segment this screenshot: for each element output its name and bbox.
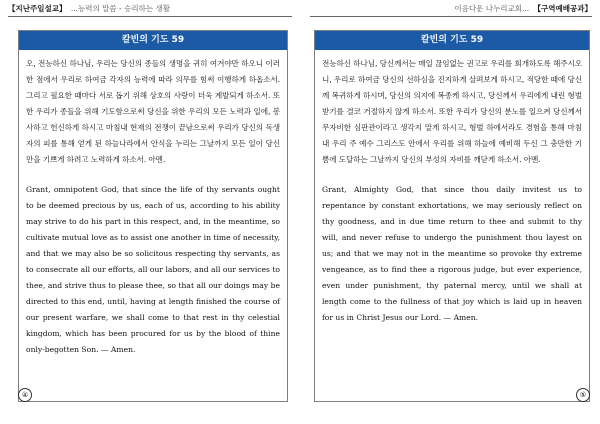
right-page-number: ⑤ [576,388,590,402]
right-header-tag: 【구역예배공과】 [533,4,592,13]
left-page-header [8,3,288,15]
right-page [300,0,600,424]
right-korean-prayer: 전능하신 하나님, 당신께서는 매일 끊임없는 권고로 우리를 회개하도록 해주시오니, 우리로 하여금 당신의 선하심을 진지하게 살펴보게 하시고, 적당한 때에 당신께 복귀하게 하시며, 당신의 의지에 복종케 하시고, 당신께서 우리에게 내린 형벌받기를 결코 거절하지 않게 하소서. 또한 우리가 당신의 분노를 일으켜 당신께서 무자비한 심판관이라고 생각지 말게 하시고, 형벌 하에서라도 경험을 통해 마침내 우리 주 예수 그리스도 안에서 우리를 위해 하늘에 예비해 두신 그 충만한 기쁨에 도달하는 그날까지 당신의 부성의 자비를 깨닫게 하소서. 아멘. [322,59,582,164]
right-page-header [312,3,592,15]
left-english-prayer: Grant, omnipotent God, that since the life of thy servants ought to be deemed precious by us, each of us, according to his ability may strive to do his part in this respect, and, in the meantime, so cultivate mutual love as to assist one another in time of necessity, and that we may also be so solicitous respecting thy servants, as to consecrate all our efforts, all our labors, and all our services to thee, and strive thus to please thee, so that all our doings may be directed to this end, until, having at length finished the course of our present warfare, we shall come to that rest in thy celestial kingdom, which has been procured for us by the blood of thine only-begotten Son. — Amen. [26,185,280,354]
right-header-subtitle: 이음다운 나누리교회... [454,4,530,13]
left-prayer-body [19,50,287,358]
left-header-subtitle: ...능력의 말씀 - 승리하는 생활 [70,4,170,13]
right-prayer-body [315,50,589,326]
right-header-rule [310,16,592,17]
right-prayer-title: 칼빈의 기도 59 [315,31,589,50]
right-english-prayer: Grant, Almighty God, that since thou daily invitest us to repentance by constant exhortations, we may seriously reflect on thy goodness, and in due time return to thee and submit to thy will, and never refuse to undergo the punishment thou layest on us; and that we may not in the meantime so provoke thy extreme vengeance, as to find thee a rigorous judge, but ever experience, even under punishment, thy paternal mercy, until we shall at length come to the fullness of that joy which is laid up in heaven for us in Christ Jesus our Lord. — Amen. [322,185,582,322]
left-korean-prayer: 오, 전능하신 하나님, 우리는 당신의 종들의 생명을 귀히 여겨야만 하오니 이러한 점에서 우리로 하여금 각자의 능력에 따라 의무를 힘써 이행하게 하옵소서. 그리고 필요한 때마다 서로 돕기 위해 상호의 사랑이 더욱 계발되게 하소서. 또한 우리가 종들을 위해 기도함으로써 당신을 위한 우리의 모든 노력과 일에, 봉사하고 헌신하게 하시고 마침내 현재의 전쟁이 끝남으로써 우리가 당신의 독생자의 피를 통해 얻게 된 하늘나라에서 안식을 누리는 그날까지 모든 일이 당신만을 기쁘게 하려고 노력하게 하소서. 아멘. [26,59,280,164]
right-prayer-card [314,30,590,402]
left-header-rule [8,16,292,17]
left-page-number: ④ [18,388,32,402]
left-prayer-title: 칼빈의 기도 59 [19,31,287,50]
left-prayer-card [18,30,288,402]
left-header-tag: 【지난주일설교】 [8,4,67,13]
